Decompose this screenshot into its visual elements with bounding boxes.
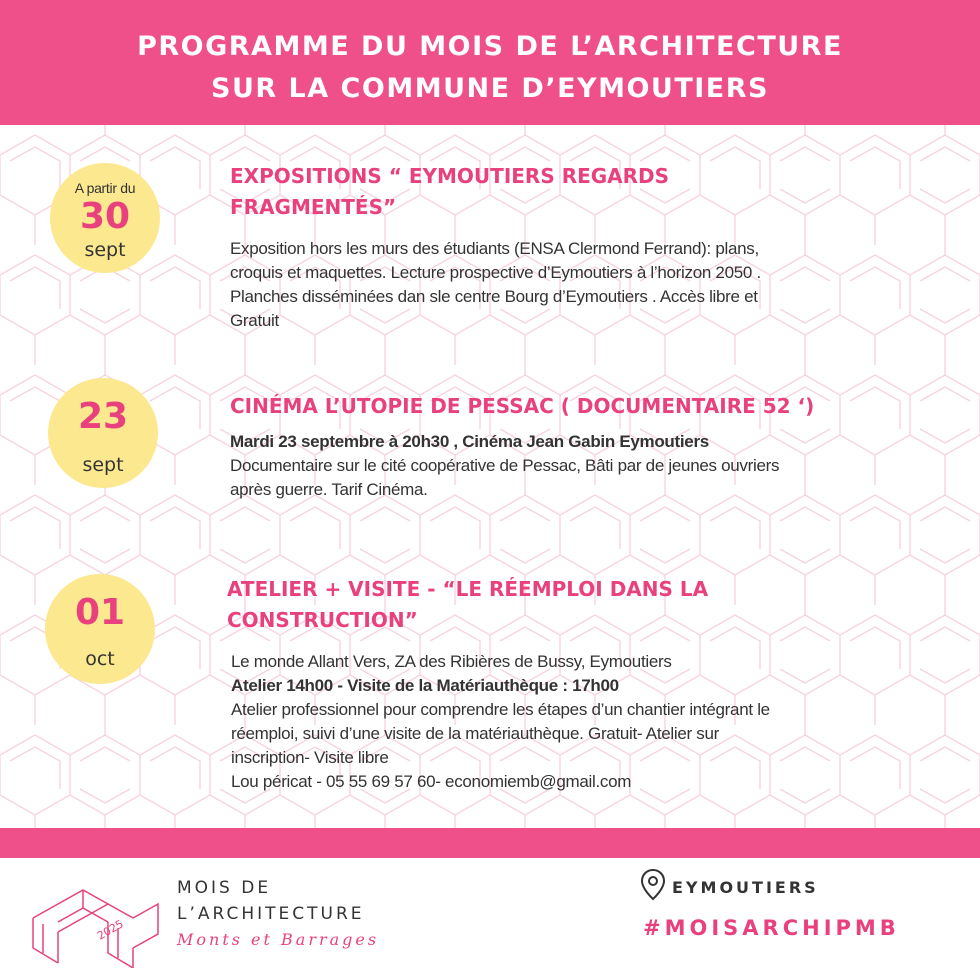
brand-tagline: Monts et Barrages: [177, 930, 380, 949]
event-contact: Lou péricat - 05 55 69 57 60- economiemb@gmail.com: [231, 772, 632, 791]
event-title-line: ATELIER + VISITE - “LE RÉEMPLOI DANS LA: [227, 577, 709, 601]
event-title-line: CINÉMA L’UTOPIE DE PESSAC ( DOCUMENTAIRE 52 ‘): [230, 394, 815, 418]
cube-house-icon: [28, 868, 168, 968]
date-prefix: A partir du: [74, 180, 136, 196]
event-text-line: Planches disséminées dan sle centre Bourg d’Eymoutiers . Accès libre et: [230, 287, 758, 306]
location-label: EYMOUTIERS: [672, 878, 819, 897]
logo-year: 2025: [95, 917, 126, 943]
event-title: [227, 574, 708, 636]
event-text-line: réemploi, suivi d’une visite de la matériauthèque. Gratuit- Atelier sur: [231, 724, 720, 743]
event-date-badge: [45, 574, 155, 684]
date-month: sept: [82, 454, 124, 476]
date-day: 01: [74, 592, 126, 633]
event-schedule: Atelier 14h00 - Visite de la Matériauthèque : 17h00: [231, 676, 619, 695]
event-title: [230, 161, 669, 223]
map-pin-icon: [640, 868, 666, 902]
brand-line2: L’ARCHITECTURE: [177, 904, 365, 924]
page-title-line2: SUR LA COMMUNE D’EYMOUTIERS: [211, 73, 769, 104]
event-text-line: croquis et maquettes. Lecture prospective d’Eymoutiers à l’horizon 2050 .: [230, 263, 761, 282]
event-text-line: inscription- Visite libre: [231, 748, 389, 767]
event-text-line: après guerre. Tarif Cinéma.: [230, 480, 428, 499]
event-description: [231, 650, 770, 794]
page-title-line1: PROGRAMME DU MOIS DE L’ARCHITECTURE: [137, 31, 843, 62]
event-date-badge: [50, 163, 160, 273]
footer-bar: [0, 828, 980, 858]
event-description: [230, 430, 779, 502]
brand-line1: MOIS DE: [177, 878, 272, 898]
event-title: [230, 391, 814, 422]
hashtag: #MOISARCHIPMB: [643, 916, 900, 940]
event-title-line: CONSTRUCTION”: [227, 608, 418, 632]
event-datetime: Mardi 23 septembre à 20h30 , Cinéma Jean Gabin Eymoutiers: [230, 432, 709, 451]
event-description: [230, 237, 761, 333]
event-title-line: FRAGMENTÉS”: [230, 195, 397, 219]
event-address: Le monde Allant Vers, ZA des Ribières de Bussy, Eymoutiers: [231, 652, 672, 671]
event-title-line: EXPOSITIONS “ EYMOUTIERS REGARDS: [230, 164, 670, 188]
date-day: 30: [79, 196, 131, 237]
event-text-line: Gratuit: [230, 311, 279, 330]
date-month: sept: [84, 239, 126, 261]
date-month: oct: [85, 648, 115, 670]
page-header: [0, 0, 980, 125]
event-text-line: Atelier professionnel pour comprendre les étapes d’un chantier intégrant le: [231, 700, 770, 719]
event-date-badge: [48, 378, 158, 488]
event-text-line: Exposition hors les murs des étudiants (ENSA Clermond Ferrand): plans,: [230, 239, 759, 258]
event-text-line: Documentaire sur le cité coopérative de Pessac, Bâti par de jeunes ouvriers: [230, 456, 780, 475]
date-day: 23: [77, 396, 129, 437]
